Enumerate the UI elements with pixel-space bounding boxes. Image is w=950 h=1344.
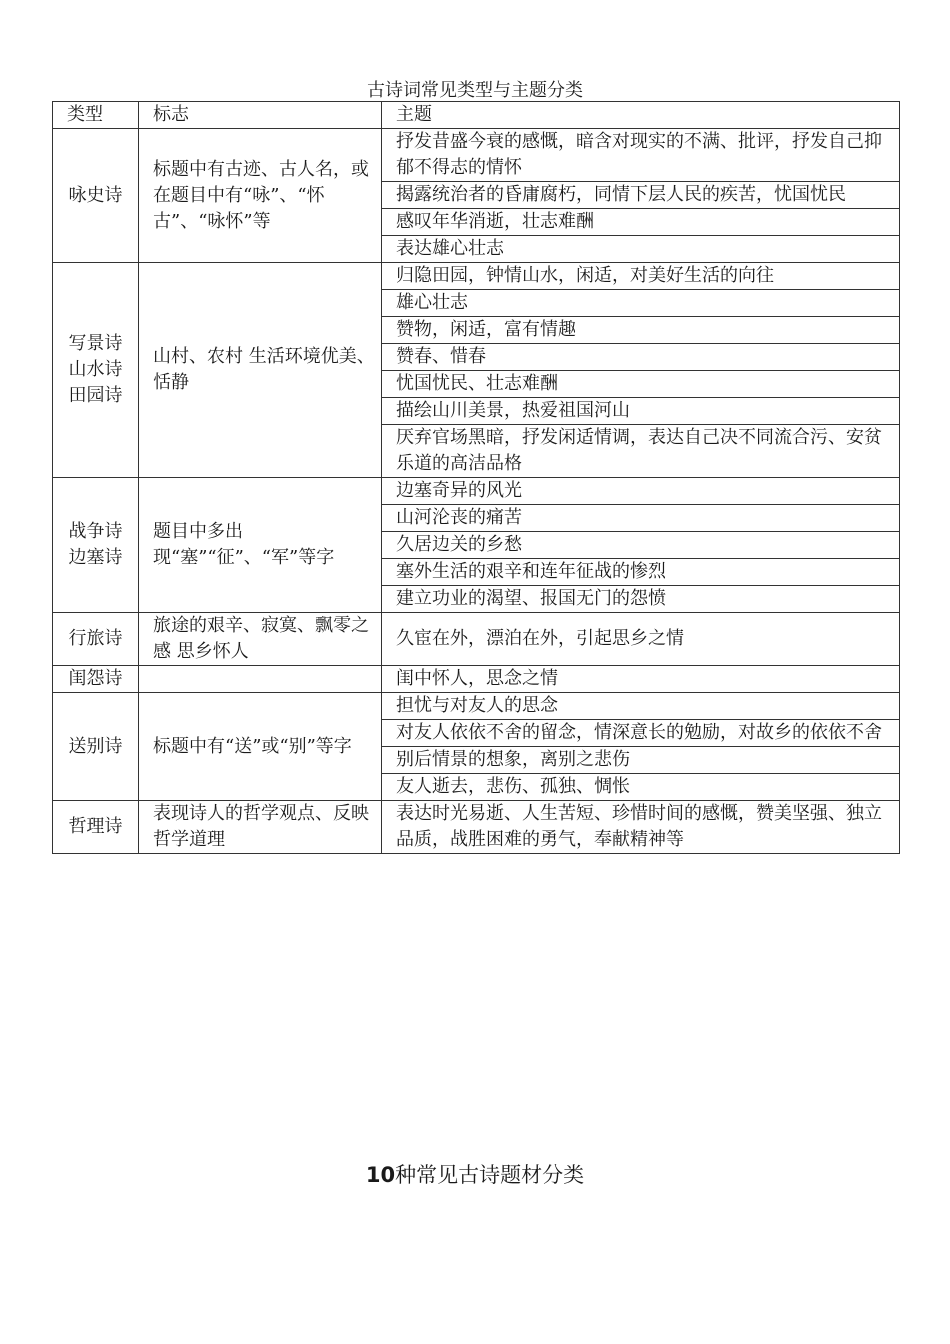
- type-cell-farewell: 送别诗: [53, 693, 139, 801]
- section-title-number: 10: [365, 1163, 396, 1187]
- theme-cell: 描绘山川美景，热爱祖国河山: [382, 398, 900, 425]
- table-row: [53, 693, 900, 720]
- marker-cell-farewell: 标题中有“送”或“别”等字: [139, 693, 382, 801]
- theme-cell: 归隐田园，钟情山水，闲适，对美好生活的向往: [382, 263, 900, 290]
- theme-cell: 久居边关的乡愁: [382, 532, 900, 559]
- table-row: [53, 666, 900, 693]
- theme-cell: 揭露统治者的昏庸腐朽，同情下层人民的疾苦，忧国忧民: [382, 182, 900, 209]
- theme-cell: 闺中怀人，思念之情: [382, 666, 900, 693]
- table-row: [53, 801, 900, 854]
- theme-cell: 忧国忧民、壮志难酬: [382, 371, 900, 398]
- marker-cell-philosophy: 表现诗人的哲学观点、反映哲学道理: [139, 801, 382, 854]
- table-header-row: [53, 102, 900, 129]
- section-title-text: 种常见古诗题材分类: [395, 1163, 585, 1187]
- theme-cell: 担忧与对友人的思念: [382, 693, 900, 720]
- theme-cell: 赞春、惜春: [382, 344, 900, 371]
- header-type: 类型: [53, 102, 139, 129]
- theme-cell: 边塞奇异的风光: [382, 478, 900, 505]
- theme-cell: 感叹年华消逝，壮志难酬: [382, 209, 900, 236]
- type-cell-travel: 行旅诗: [53, 613, 139, 666]
- theme-cell: 表达时光易逝、人生苦短、珍惜时间的感慨，赞美坚强、独立品质，战胜困难的勇气，奉献精神等: [382, 801, 900, 854]
- section-title: [0, 1162, 950, 1188]
- header-theme: 主题: [382, 102, 900, 129]
- theme-cell: 山河沦丧的痛苦: [382, 505, 900, 532]
- table-row: [53, 129, 900, 182]
- marker-cell-landscape: 山村、农村 生活环境优美、恬静: [139, 263, 382, 478]
- theme-cell: 赞物，闲适，富有情趣: [382, 317, 900, 344]
- theme-cell: 雄心壮志: [382, 290, 900, 317]
- theme-cell: 表达雄心壮志: [382, 236, 900, 263]
- header-marker: 标志: [139, 102, 382, 129]
- theme-cell: 对友人依依不舍的留念，情深意长的勉励，对故乡的依依不舍: [382, 720, 900, 747]
- poem-type-table: [52, 101, 900, 854]
- page-title: 古诗词常见类型与主题分类: [367, 80, 583, 101]
- marker-cell-travel: 旅途的艰辛、寂寞、飘零之感 思乡怀人: [139, 613, 382, 666]
- table-row: [53, 263, 900, 290]
- type-cell-boudoir: 闺怨诗: [53, 666, 139, 693]
- table-row: [53, 613, 900, 666]
- theme-cell: 厌弃官场黑暗，抒发闲适情调，表达自己决不同流合污、安贫乐道的高洁品格: [382, 425, 900, 478]
- type-cell-landscape: 写景诗 山水诗 田园诗: [53, 263, 139, 478]
- type-cell-philosophy: 哲理诗: [53, 801, 139, 854]
- theme-cell: 建立功业的渴望、报国无门的怨愤: [382, 586, 900, 613]
- marker-cell-boudoir: [139, 666, 382, 693]
- type-cell-war: 战争诗 边塞诗: [53, 478, 139, 613]
- theme-cell: 友人逝去，悲伤、孤独、惆怅: [382, 774, 900, 801]
- marker-cell-war: 题目中多出现“塞”“征”、“军”等字: [139, 478, 382, 613]
- theme-cell: 别后情景的想象，离别之悲伤: [382, 747, 900, 774]
- theme-cell: 抒发昔盛今衰的感慨，暗含对现实的不满、批评，抒发自己抑郁不得志的情怀: [382, 129, 900, 182]
- table-row: [53, 478, 900, 505]
- marker-cell-history: 标题中有古迹、古人名，或在题目中有“咏”、“怀古”、“咏怀”等: [139, 129, 382, 263]
- theme-cell: 久宦在外，漂泊在外，引起思乡之情: [382, 613, 900, 666]
- type-cell-history: 咏史诗: [53, 129, 139, 263]
- theme-cell: 塞外生活的艰辛和连年征战的惨烈: [382, 559, 900, 586]
